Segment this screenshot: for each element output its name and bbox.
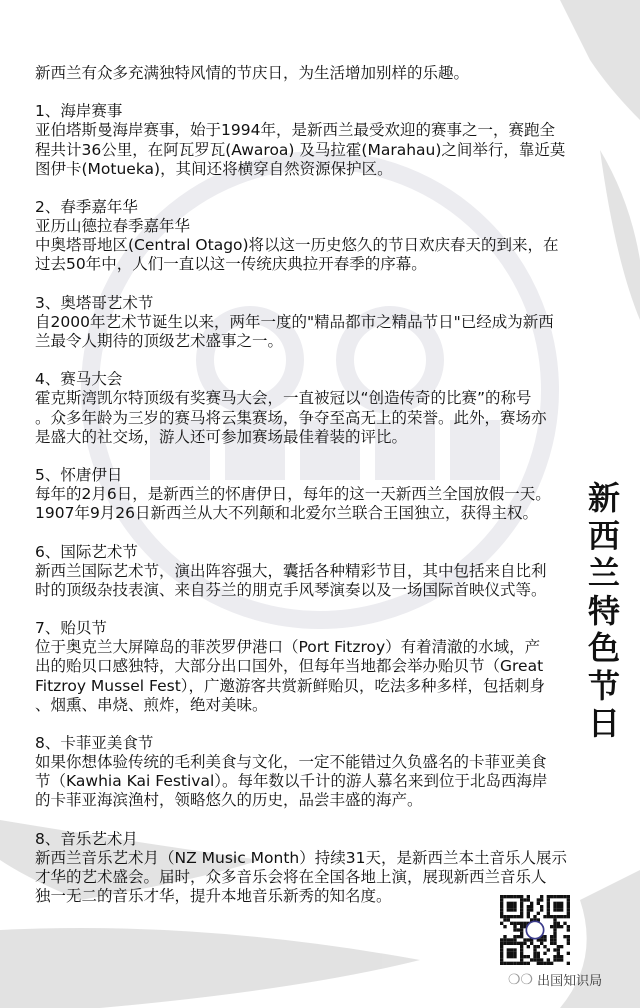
qr-module xyxy=(517,895,520,898)
qr-module xyxy=(557,948,560,951)
qr-module xyxy=(563,935,566,938)
qr-module xyxy=(520,915,523,918)
section-line: 新西兰音乐艺术月（NZ Music Month）持续31天，是新西兰本土音乐人展示 xyxy=(35,848,567,867)
qr-module xyxy=(513,938,516,941)
section-gap xyxy=(35,715,580,734)
qr-module xyxy=(510,922,513,925)
qr-module xyxy=(527,895,530,898)
qr-module xyxy=(513,955,516,958)
qr-module xyxy=(500,895,503,898)
qr-module xyxy=(520,895,523,898)
section-heading: 7、贻贝节 xyxy=(35,619,107,638)
qr-module xyxy=(543,938,546,941)
qr-module xyxy=(537,945,540,948)
qr-module xyxy=(520,908,523,911)
qr-module xyxy=(520,905,523,908)
qr-module xyxy=(553,922,556,925)
qr-module xyxy=(537,898,540,901)
qr-module xyxy=(507,948,510,951)
qr-module xyxy=(557,955,560,958)
qr-module xyxy=(517,935,520,938)
qr-module xyxy=(560,895,563,898)
sections-list xyxy=(35,83,580,906)
qr-module xyxy=(560,958,563,961)
qr-module xyxy=(520,928,523,931)
qr-module xyxy=(530,902,533,905)
qr-module xyxy=(553,915,556,918)
section-line: 程共计36公里，在阿瓦罗瓦(Awaroa) 及马拉霍(Marahau)之间举行，靠近莫 xyxy=(35,140,566,159)
side-title-char: 新 xyxy=(587,479,620,517)
qr-module xyxy=(540,905,543,908)
qr-module xyxy=(510,905,513,908)
qr-module xyxy=(503,915,506,918)
qr-module xyxy=(537,952,540,955)
section-gap xyxy=(35,600,580,619)
qr-module xyxy=(553,905,556,908)
qr-module xyxy=(517,928,520,931)
section-line: 节（Kawhia Kai Festival）。每年数以千计的游人慕名来到位于北岛西海岸 xyxy=(35,772,548,791)
qr-module xyxy=(540,908,543,911)
qr-module xyxy=(530,942,533,945)
qr-module xyxy=(507,918,510,921)
qr-module xyxy=(547,905,550,908)
qr-module xyxy=(543,962,546,965)
qr-module xyxy=(560,955,563,958)
section-line: 兰最令人期待的顶级艺术盛事之一。 xyxy=(35,331,284,350)
qr-center-logo xyxy=(526,921,543,938)
section-heading: 3、奥塔哥艺术节 xyxy=(35,293,154,312)
qr-module xyxy=(523,922,526,925)
qr-module xyxy=(563,895,566,898)
qr-module xyxy=(507,952,510,955)
qr-module xyxy=(550,962,553,965)
qr-module xyxy=(500,915,503,918)
qr-module xyxy=(510,902,513,905)
section-line: 过去50年中，人们一直以这一传统庆典拉开春季的序幕。 xyxy=(35,255,427,274)
qr-module xyxy=(507,908,510,911)
qr-module xyxy=(500,945,503,948)
qr-module xyxy=(540,895,543,898)
qr-module xyxy=(560,945,563,948)
qr-module xyxy=(550,935,553,938)
qr-module xyxy=(533,915,536,918)
side-title-char: 西 xyxy=(587,516,620,555)
qr-module xyxy=(563,915,566,918)
qr-module xyxy=(507,895,510,898)
qr-module xyxy=(520,902,523,905)
qr-module xyxy=(553,942,556,945)
qr-module xyxy=(523,955,526,958)
section-gap xyxy=(35,83,580,102)
section-line: 自2000年艺术节诞生以来，两年一度的"精品都市之精品节日"已经成为新西 xyxy=(35,312,554,331)
qr-module xyxy=(540,898,543,901)
section-line: 位于奥克兰大屏障岛的菲茨罗伊港口（Port Fitzroy）有着清澈的水域，产 xyxy=(35,638,541,657)
qr-module xyxy=(527,898,530,901)
qr-module xyxy=(567,895,570,898)
qr-module xyxy=(530,908,533,911)
qr-module xyxy=(527,905,530,908)
qr-module xyxy=(507,962,510,965)
qr-module xyxy=(567,915,570,918)
qr-module xyxy=(550,925,553,928)
qr-module xyxy=(553,908,556,911)
qr-module xyxy=(553,918,556,921)
qr-module xyxy=(520,948,523,951)
qr-module xyxy=(567,925,570,928)
qr-module xyxy=(510,952,513,955)
qr-module xyxy=(520,952,523,955)
qr-module xyxy=(513,952,516,955)
qr-module xyxy=(510,895,513,898)
qr-module xyxy=(553,935,556,938)
qr-module xyxy=(530,958,533,961)
qr-module xyxy=(513,908,516,911)
qr-module xyxy=(500,908,503,911)
qr-module xyxy=(500,962,503,965)
qr-module xyxy=(557,895,560,898)
qr-module xyxy=(550,938,553,941)
qr-module xyxy=(553,895,556,898)
qr-module xyxy=(553,958,556,961)
qr-module xyxy=(500,948,503,951)
section-line: 时的顶级杂技表演、来自芬兰的朋克手风琴演奏以及一场国际首映仪式等。 xyxy=(35,580,547,599)
section-line: 是盛大的社交场，游人还可参加赛场最佳着装的评比。 xyxy=(35,427,408,446)
qr-module xyxy=(547,948,550,951)
qr-module xyxy=(537,962,540,965)
brand-footer xyxy=(508,970,602,989)
qr-module xyxy=(553,928,556,931)
section-line: 出的贻贝口感独特，大部分出口国外，但每年当地都会举办贻贝节（Great xyxy=(35,657,544,676)
qr-module xyxy=(553,948,556,951)
qr-module xyxy=(513,948,516,951)
section-line: 亚伯塔斯曼海岸赛事，始于1994年，是新西兰最受欢迎的赛事之一，赛跑全 xyxy=(35,121,555,140)
qr-module xyxy=(520,955,523,958)
section-line: Fitzroy Mussel Fest），广邀游客共赏新鲜贻贝，吃法多种多样，包括刺身 xyxy=(35,676,546,695)
qr-module xyxy=(547,915,550,918)
section-line: 图伊卡(Motueka)，其间还将横穿自然资源保护区。 xyxy=(35,159,393,178)
section-line: 1907年9月26日新西兰从大不列颠和北爱尔兰联合王国独立，获得主权。 xyxy=(35,504,539,523)
qr-module xyxy=(507,905,510,908)
section-line: 中奥塔哥地区(Central Otago)将以这一历史悠久的节日欢庆春天的到来，在 xyxy=(35,236,559,255)
wechat-icon: ❍❍ xyxy=(508,971,534,988)
section-gap xyxy=(35,447,580,466)
qr-module xyxy=(520,935,523,938)
qr-module xyxy=(507,938,510,941)
section-line: 、烟熏、串烧、煎炸，绝对美味。 xyxy=(35,695,268,714)
qr-module xyxy=(553,938,556,941)
qr-module xyxy=(500,938,503,941)
qr-module xyxy=(503,925,506,928)
qr-module xyxy=(543,945,546,948)
qr-module xyxy=(557,915,560,918)
intro-text: 新西兰有众多充满独特风情的节庆日，为生活增加别样的乐趣。 xyxy=(35,64,470,82)
qr-module xyxy=(500,922,503,925)
qr-module xyxy=(540,958,543,961)
qr-module xyxy=(513,962,516,965)
section-gap xyxy=(35,179,580,198)
qr-module xyxy=(567,905,570,908)
qr-module xyxy=(553,925,556,928)
qr-module xyxy=(567,902,570,905)
qr-module xyxy=(513,942,516,945)
qr-module xyxy=(510,955,513,958)
qr-module xyxy=(527,945,530,948)
section-gap xyxy=(35,523,580,542)
qr-module xyxy=(567,962,570,965)
qr-module xyxy=(543,915,546,918)
qr-module xyxy=(520,962,523,965)
qr-module xyxy=(520,898,523,901)
qr-module xyxy=(513,935,516,938)
side-title-char: 节 xyxy=(587,666,620,705)
qr-module xyxy=(507,942,510,945)
qr-module xyxy=(503,935,506,938)
qr-module xyxy=(527,938,530,941)
section-line: 的卡菲亚海滨渔村，领略悠久的历史，品尝丰盛的海产。 xyxy=(35,791,423,810)
qr-module xyxy=(503,938,506,941)
qr-module xyxy=(560,915,563,918)
qr-module xyxy=(563,922,566,925)
qr-module xyxy=(513,915,516,918)
section-gap xyxy=(35,275,580,294)
qr-module xyxy=(530,905,533,908)
qr-module xyxy=(560,925,563,928)
qr-module xyxy=(557,902,560,905)
qr-module xyxy=(527,955,530,958)
qr-module xyxy=(507,955,510,958)
qr-module xyxy=(557,945,560,948)
side-title-char: 兰 xyxy=(587,554,620,592)
qr-module xyxy=(533,945,536,948)
qr-module xyxy=(513,922,516,925)
qr-module xyxy=(510,908,513,911)
qr-module xyxy=(500,912,503,915)
qr-module xyxy=(507,902,510,905)
qr-module xyxy=(500,898,503,901)
qr-module xyxy=(520,942,523,945)
qr-module xyxy=(513,905,516,908)
qr-module xyxy=(500,902,503,905)
qr-module xyxy=(503,918,506,921)
qr-module xyxy=(540,962,543,965)
qr-module xyxy=(520,922,523,925)
section-heading: 8、卡菲亚美食节 xyxy=(35,733,154,752)
qr-module xyxy=(567,938,570,941)
section-line: 。众多年龄为三岁的赛马将云集赛场，争夺至高无上的荣誉。此外，赛场亦 xyxy=(35,408,547,427)
qr-module xyxy=(517,942,520,945)
side-title-char: 色 xyxy=(587,629,620,667)
section-line: 才华的艺术盛会。届时，众多音乐会将在全国各地上演，展现新西兰音乐人 xyxy=(35,867,547,886)
qr-module xyxy=(503,895,506,898)
qr-module xyxy=(500,942,503,945)
qr-module xyxy=(547,912,550,915)
qr-module xyxy=(520,925,523,928)
article-body xyxy=(35,64,580,906)
qr-module xyxy=(557,905,560,908)
section-line: 霍克斯湾凯尔特顶级有奖赛马大会，一直被冠以“创造传奇的比赛”的称号 xyxy=(35,389,532,408)
qr-module xyxy=(537,955,540,958)
qr-module xyxy=(510,938,513,941)
qr-module xyxy=(557,925,560,928)
section-gap xyxy=(35,351,580,370)
qr-module xyxy=(520,932,523,935)
qr-module xyxy=(560,902,563,905)
section-heading: 8、音乐艺术月 xyxy=(35,829,138,848)
qr-module xyxy=(550,895,553,898)
qr-module xyxy=(507,915,510,918)
qr-module xyxy=(517,962,520,965)
qr-module xyxy=(520,945,523,948)
qr-module xyxy=(500,905,503,908)
qr-module xyxy=(560,905,563,908)
qr-module xyxy=(567,952,570,955)
qr-module xyxy=(503,942,506,945)
qr-module xyxy=(503,962,506,965)
section-heading: 4、赛马大会 xyxy=(35,370,123,389)
qr-code xyxy=(500,895,570,965)
qr-module xyxy=(510,915,513,918)
qr-module xyxy=(533,955,536,958)
section-heading: 5、怀唐伊日 xyxy=(35,465,123,484)
qr-module xyxy=(550,915,553,918)
qr-module xyxy=(567,898,570,901)
qr-module xyxy=(513,925,516,928)
qr-module xyxy=(557,958,560,961)
qr-module xyxy=(547,908,550,911)
qr-module xyxy=(553,932,556,935)
qr-module xyxy=(537,958,540,961)
qr-module xyxy=(560,908,563,911)
qr-module xyxy=(500,955,503,958)
qr-module xyxy=(547,902,550,905)
qr-module xyxy=(520,912,523,915)
qr-module xyxy=(537,912,540,915)
section-heading: 1、海岸赛事 xyxy=(35,102,123,121)
qr-module xyxy=(567,908,570,911)
qr-module xyxy=(540,938,543,941)
section-line: 亚历山德拉春季嘉年华 xyxy=(35,217,191,236)
brand-name: 出国知识局 xyxy=(537,974,603,989)
section-heading: 6、国际艺术节 xyxy=(35,542,138,561)
section-line: 新西兰国际艺术节，演出阵容强大，囊括各种精彩节目，其中包括来自比利 xyxy=(35,561,547,580)
qr-module xyxy=(557,922,560,925)
qr-module xyxy=(567,928,570,931)
qr-module xyxy=(527,912,530,915)
qr-module xyxy=(543,952,546,955)
section-line: 独一无二的音乐才华，提升本地音乐新秀的知名度。 xyxy=(35,887,392,906)
qr-module xyxy=(557,908,560,911)
qr-module xyxy=(527,962,530,965)
section-line: 如果你想体验传统的毛利美食与文化，一定不能错过久负盛名的卡菲亚美食 xyxy=(35,753,547,772)
qr-module xyxy=(523,898,526,901)
qr-module xyxy=(517,915,520,918)
qr-module xyxy=(533,958,536,961)
qr-module xyxy=(533,952,536,955)
side-title xyxy=(584,480,624,743)
qr-module xyxy=(513,895,516,898)
side-title-char: 特 xyxy=(587,591,620,630)
qr-module xyxy=(523,962,526,965)
qr-module xyxy=(553,955,556,958)
qr-module xyxy=(557,952,560,955)
qr-module xyxy=(513,928,516,931)
section-heading: 2、春季嘉年华 xyxy=(35,197,138,216)
qr-module xyxy=(543,935,546,938)
qr-module xyxy=(547,895,550,898)
qr-module xyxy=(567,942,570,945)
qr-module xyxy=(553,902,556,905)
qr-module xyxy=(533,948,536,951)
qr-module xyxy=(547,898,550,901)
qr-module xyxy=(527,908,530,911)
qr-module xyxy=(540,942,543,945)
qr-module xyxy=(500,952,503,955)
side-title-char: 日 xyxy=(587,704,620,742)
qr-module xyxy=(513,902,516,905)
section-gap xyxy=(35,810,580,829)
qr-module xyxy=(523,942,526,945)
qr-module xyxy=(567,935,570,938)
qr-module xyxy=(523,938,526,941)
qr-module xyxy=(547,962,550,965)
qr-module xyxy=(500,958,503,961)
qr-module xyxy=(547,958,550,961)
qr-module xyxy=(550,942,553,945)
qr-module xyxy=(537,902,540,905)
qr-module xyxy=(510,948,513,951)
qr-module xyxy=(510,942,513,945)
qr-module xyxy=(517,922,520,925)
qr-module xyxy=(510,962,513,965)
qr-module xyxy=(567,912,570,915)
qr-module xyxy=(527,915,530,918)
qr-module xyxy=(520,958,523,961)
section-line: 每年的2月6日，是新西兰的怀唐伊日，每年的这一天新西兰全国放假一天。 xyxy=(35,485,551,504)
